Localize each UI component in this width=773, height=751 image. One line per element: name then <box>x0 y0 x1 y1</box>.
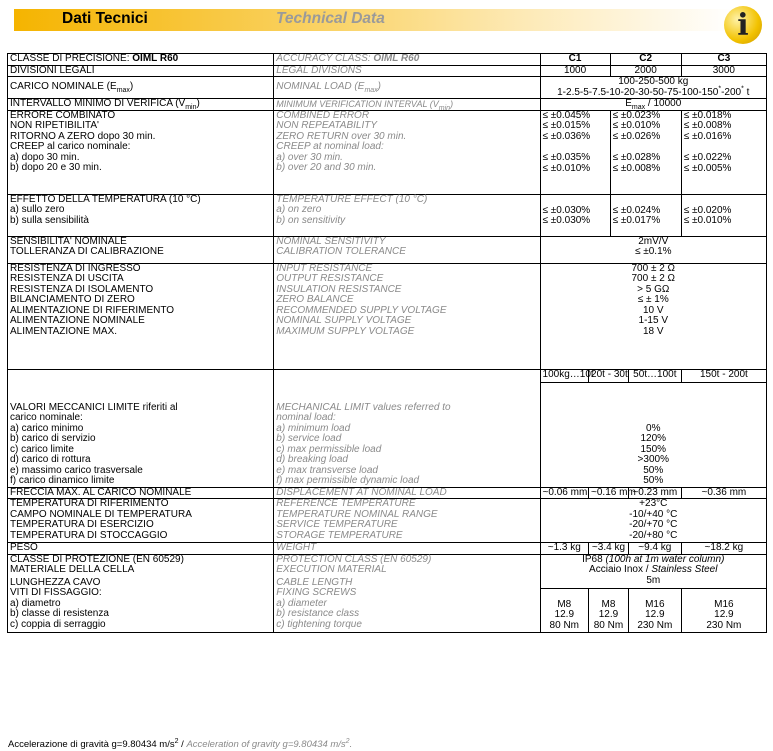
row-sensitivity <box>8 236 767 263</box>
sensitivity-values: 2mV/V ≤ ±0.1% <box>540 236 766 263</box>
section-header <box>0 4 773 44</box>
label-en: EXECUTION MATERIAL <box>274 565 540 576</box>
label-en: DISPLACEMENT AT NOMINAL LOAD <box>274 487 540 499</box>
row-accuracy-class <box>8 54 767 66</box>
screws-col-4: M16 12.9 230 Nm <box>681 588 766 632</box>
row-mechanical-ranges <box>8 369 767 382</box>
label-en: MECHANICAL LIMIT values referred to nominal load: a) minimum load b) service load c) max permissible load d) breaking load e) max transverse load f) max permissible dynamic load <box>274 369 540 487</box>
label-it: VITI DI FISSAGGIO: a) diametro b) classe di resistenza c) coppia di serraggio <box>8 588 274 632</box>
screws-col-1: M8 12.9 80 Nm <box>540 588 589 632</box>
electrical-values: 700 ± 2 Ω 700 ± 2 Ω > 5 GΩ ≤ ± 1% 10 V 1-15 V 18 V <box>540 263 766 369</box>
displacement-4: ~0.36 mm <box>681 487 766 499</box>
row-electrical <box>8 263 767 369</box>
range-1: 100kg…10t <box>540 369 589 382</box>
label-it: EFFETTO DELLA TEMPERATURA (10 °C) a) sullo zero b) sulla sensibilità <box>8 194 274 236</box>
info-icon: i <box>724 6 762 44</box>
label-it: RESISTENZA DI INGRESSO RESISTENZA DI USCITA RESISTENZA DI ISOLAMENTO BILANCIAMENTO DI ZERO ALIMENTAZIONE DI RIFERIMENTO ALIMENTAZIONE NOMINALE ALIMENTAZIONE MAX. <box>8 263 274 369</box>
label-en: REFERENCE TEMPERATURE TEMPERATURE NOMINAL RANGE SERVICE TEMPERATURE STORAGE TEMPERATURE <box>274 499 540 543</box>
label-en: WEIGHT <box>274 543 540 555</box>
label-en: CABLE LENGTH <box>274 576 540 588</box>
label-en: PROTECTION CLASS (EN 60529) <box>274 554 540 565</box>
spec-table <box>7 53 767 633</box>
row-errors <box>8 110 767 194</box>
class-c2: C2 <box>610 54 681 66</box>
mechanical-values: 0% 120% 150% >300% 50% 50% <box>540 382 766 487</box>
title-english: Technical Data <box>276 10 385 27</box>
errors-c1: ≤ ±0.045% ≤ ±0.015% ≤ ±0.036% ≤ ±0.035% ≤ ±0.010% <box>540 110 610 194</box>
label-it: LUNGHEZZA CAVO <box>8 576 274 588</box>
temp-effect-c2: ≤ ±0.024% ≤ ±0.017% <box>610 194 681 236</box>
row-screws <box>8 588 767 632</box>
value-c1: 1000 <box>540 65 610 77</box>
label-it: CARICO NOMINALE $(E_{max})$ <box>8 77 274 99</box>
label-it: MATERIALE DELLA CELLA <box>8 565 274 576</box>
label-it: TEMPERATURA DI RIFERIMENTO CAMPO NOMINALE DI TEMPERATURA TEMPERATURA DI ESERCIZIO TEMPERATURA DI STOCCAGGIO <box>8 499 274 543</box>
displacement-2: ~0.16 mm <box>589 487 629 499</box>
range-2: 20t - 30t <box>589 369 629 382</box>
screws-col-3: M16 12.9 230 Nm <box>628 588 681 632</box>
temperature-values: +23°C -10/+40 °C -20/+70 °C -20/+80 °C <box>540 499 766 543</box>
temp-effect-c1: ≤ ±0.030% ≤ ±0.030% <box>540 194 610 236</box>
row-legal-divisions <box>8 65 767 77</box>
material-value: Acciaio Inox / Stainless Steel <box>540 565 766 576</box>
weight-3: ~9.4 kg <box>628 543 681 555</box>
label-it: CLASSE DI PRECISIONE: OIML R60 <box>8 54 274 66</box>
errors-c3: ≤ ±0.018% ≤ ±0.008% ≤ ±0.016% ≤ ±0.022% ≤ ±0.005% <box>681 110 766 194</box>
row-cable <box>8 576 767 588</box>
row-displacement <box>8 487 767 499</box>
errors-c2: ≤ ±0.023% ≤ ±0.010% ≤ ±0.026% ≤ ±0.028% ≤ ±0.008% <box>610 110 681 194</box>
row-temperatures <box>8 499 767 543</box>
displacement-3: ~0.23 mm <box>628 487 681 499</box>
label-it: SENSIBILITA' NOMINALE TOLLERANZA DI CALIBRAZIONE <box>8 236 274 263</box>
label-en: ACCURACY CLASS: OIML R60 <box>274 54 540 66</box>
label-en: NOMINAL SENSITIVITY CALIBRATION TOLERANCE <box>274 236 540 263</box>
title-italian: Dati Tecnici <box>62 10 148 27</box>
label-it: CLASSE DI PROTEZIONE (EN 60529) <box>8 554 274 565</box>
protection-value: IP68 (100h at 1m water column) <box>540 554 766 565</box>
displacement-1: ~0.06 mm <box>540 487 589 499</box>
range-4: 150t - 200t <box>681 369 766 382</box>
nominal-load-values: 100-250-500 kg 1-2.5-5-7.5-10-20-30-50-75-100-150*-200* t <box>540 77 766 99</box>
value-c2: 2000 <box>610 65 681 77</box>
weight-4: ~18.2 kg <box>681 543 766 555</box>
row-nominal-load <box>8 77 767 99</box>
label-en: COMBINED ERROR NON REPEATABILITY ZERO RETURN over 30 min. CREEP at nominal load: a) over 30 min. b) over 20 and 30 min. <box>274 110 540 194</box>
label-it: PESO <box>8 543 274 555</box>
label-en: NOMINAL LOAD $(E_{max})$ <box>274 77 540 99</box>
row-min-verification <box>8 99 767 111</box>
label-it: FRECCIA MAX. AL CARICO NOMINALE <box>8 487 274 499</box>
screws-col-2: M8 12.9 80 Nm <box>589 588 629 632</box>
class-c1: C1 <box>540 54 610 66</box>
label-en: LEGAL DIVISIONS <box>274 65 540 77</box>
label-it: INTERVALLO MINIMO DI VERIFICA $(V_{min})$ <box>8 99 274 111</box>
label-en: INPUT RESISTANCE OUTPUT RESISTANCE INSULATION RESISTANCE ZERO BALANCE RECOMMENDED SUPPLY VOLTAGE NOMINAL SUPPLY VOLTAGE MAXIMUM SUPPLY VOLTAGE <box>274 263 540 369</box>
label-it: VALORI MECCANICI LIMITE riferiti al carico nominale: a) carico minimo b) carico di servizio c) carico limite d) carico di rottura e) massimo carico trasversale f) carico dinamico limite <box>8 369 274 487</box>
min-verification-value: $E_{max} / 10000$ <box>540 99 766 111</box>
value-c3: 3000 <box>681 65 766 77</box>
row-weight <box>8 543 767 555</box>
cable-value: 5m <box>540 576 766 588</box>
weight-1: ~1.3 kg <box>540 543 589 555</box>
label-en: TEMPERATURE EFFECT (10 °C) a) on zero b) on sensitivity <box>274 194 540 236</box>
label-it: ERRORE COMBINATO NON RIPETIBILITA' RITORNO A ZERO dopo 30 min. CREEP al carico nominale: a) dopo 30 min. b) dopo 20 e 30 min. <box>8 110 274 194</box>
label-it: DIVISIONI LEGALI <box>8 65 274 77</box>
label-en: FIXING SCREWS a) diameter b) resistance class c) tightening torque <box>274 588 540 632</box>
row-temperature-effect <box>8 194 767 236</box>
label-en: MINIMUM VERIFICATION INTERVAL $(V_{min})$ <box>274 99 540 111</box>
range-3: 50t…100t <box>628 369 681 382</box>
temp-effect-c3: ≤ ±0.020% ≤ ±0.010% <box>681 194 766 236</box>
class-c3: C3 <box>681 54 766 66</box>
gravity-footnote: Accelerazione di gravità g=9.80434 $m/s^2$ / Acceleration of gravity g=9.80434 $m/s^2$. <box>8 737 353 750</box>
weight-2: ~3.4 kg <box>589 543 629 555</box>
